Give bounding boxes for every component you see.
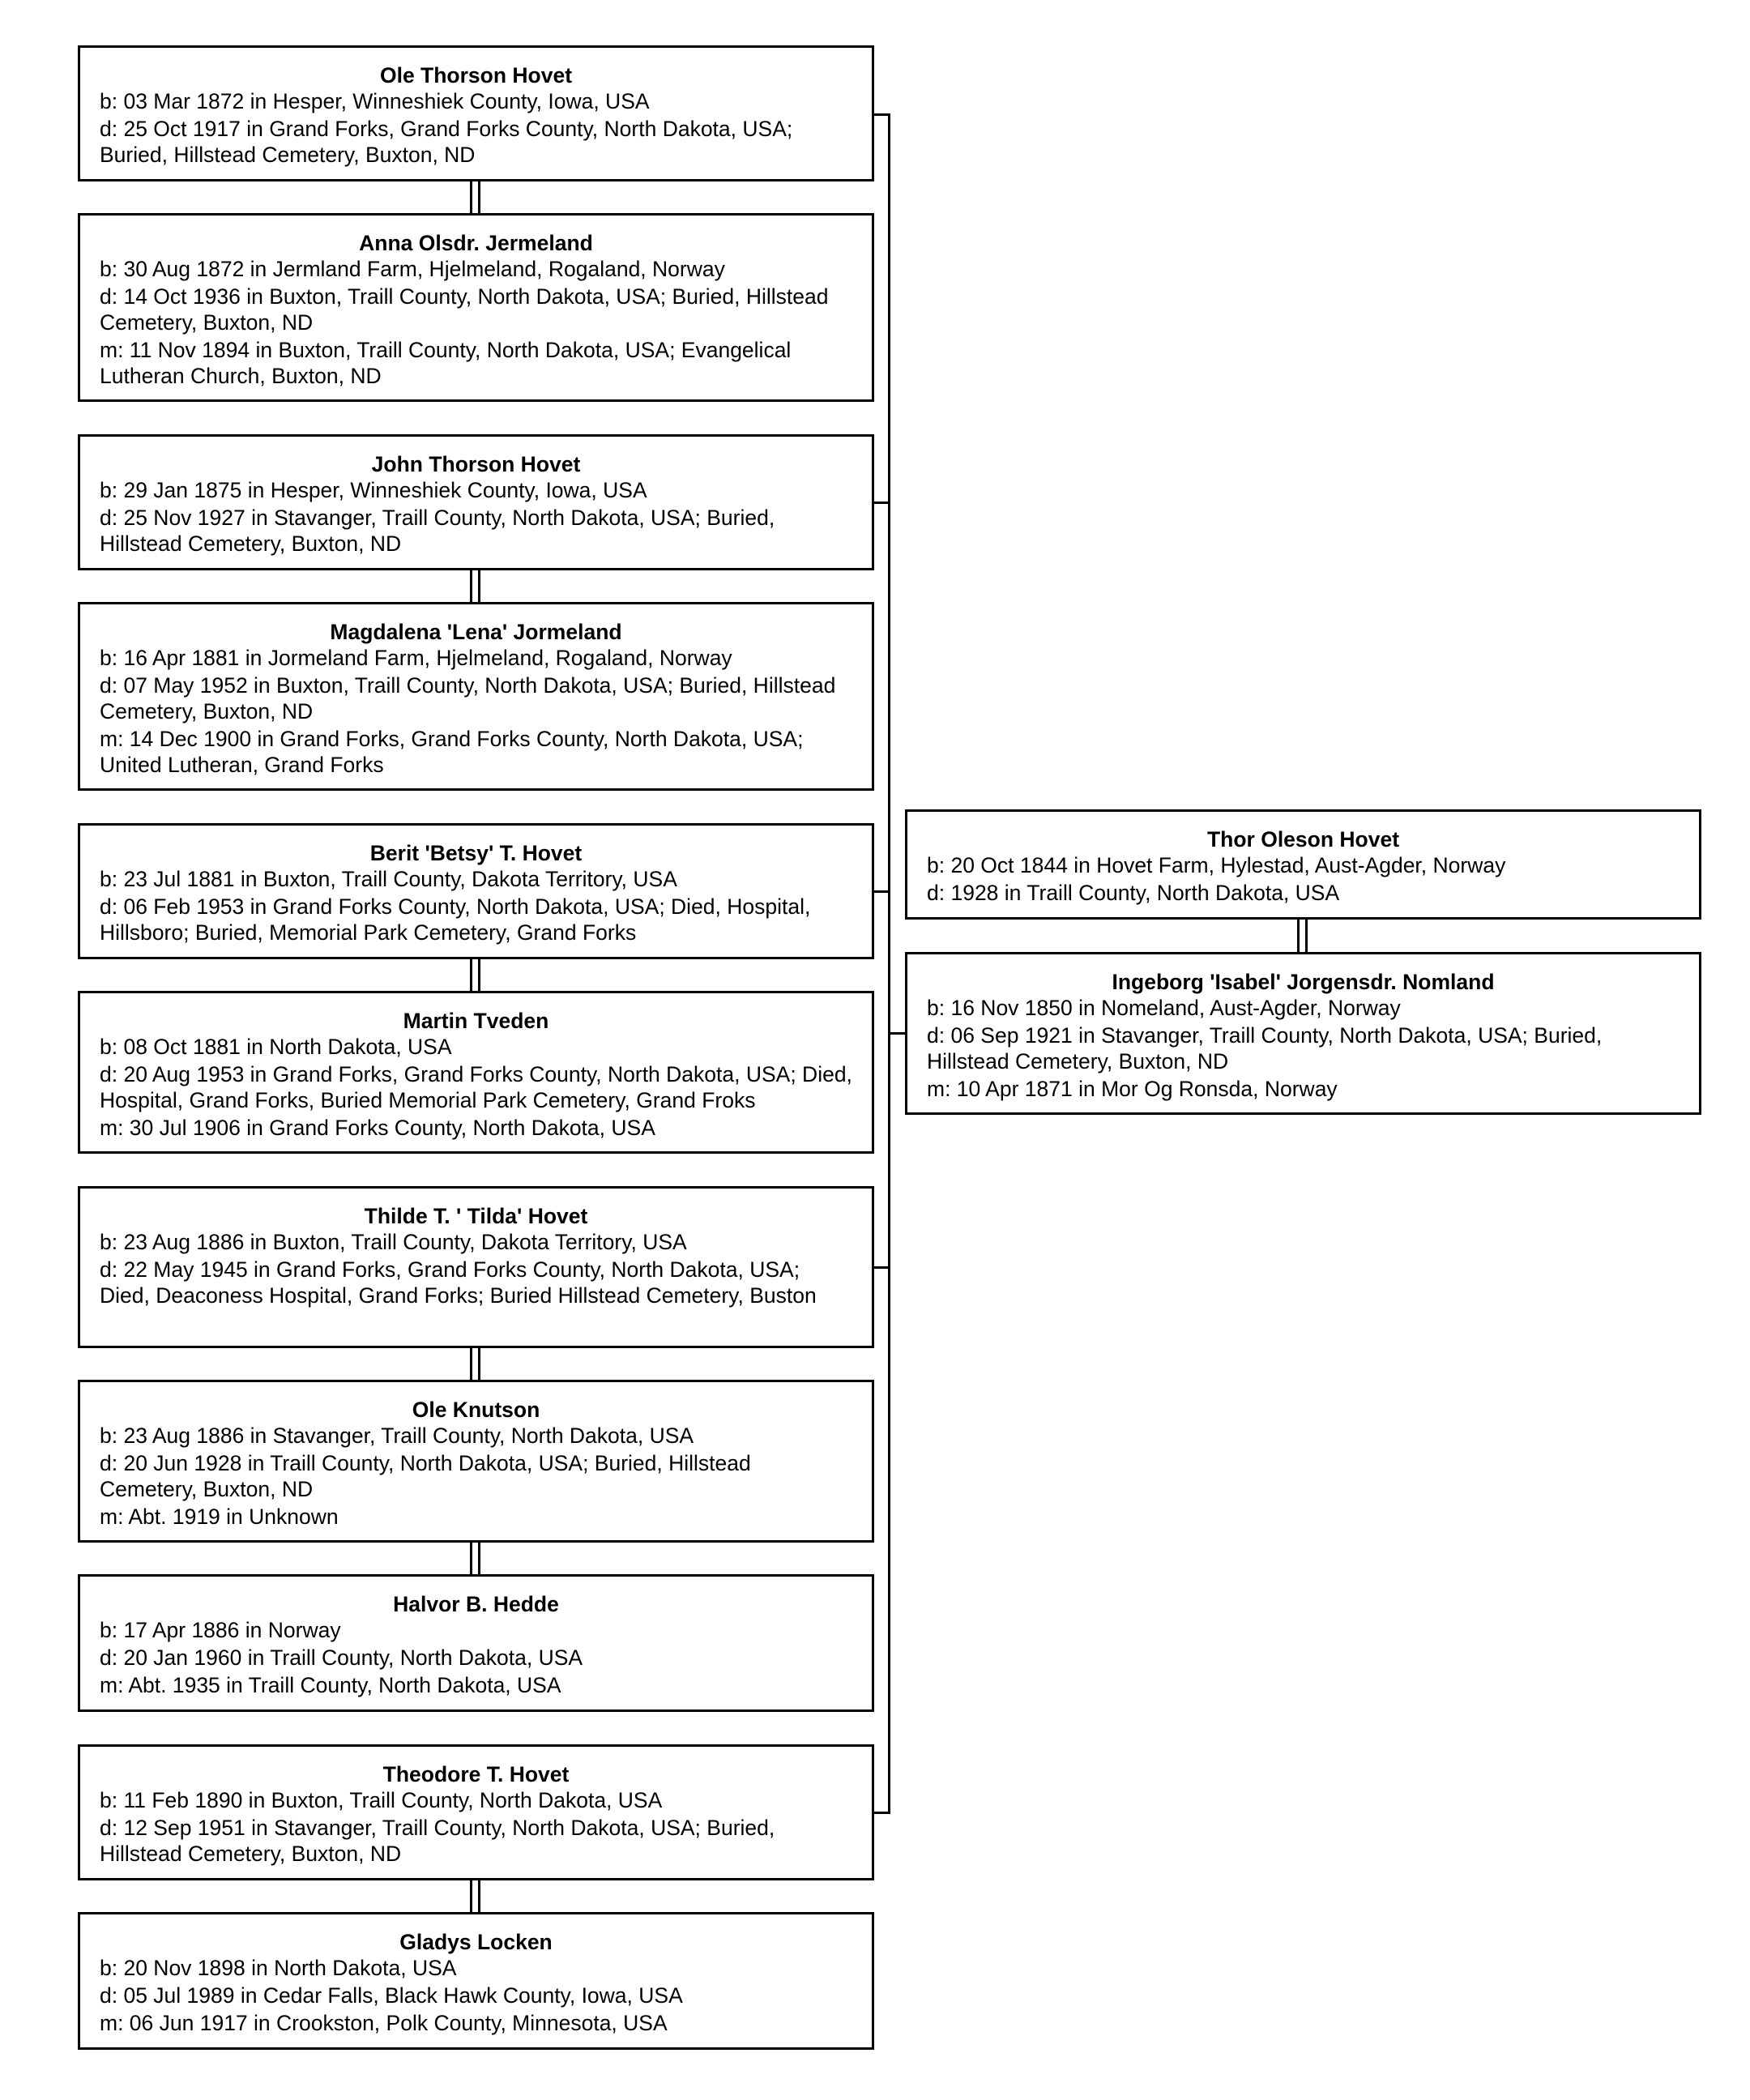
person-box-thilde-hovet[interactable] [78,1186,874,1348]
marriage-connector [1297,920,1300,952]
marriage-connector [470,1543,472,1574]
sibling-bracket-vertical [888,113,890,1813]
spouse-box-anna-jermeland[interactable] [78,213,874,402]
birth-info: b: 23 Aug 1886 in Buxton, Traill County, Dakota Territory, USA [100,1230,687,1254]
marriage-connector [470,181,472,213]
death-info: d: 22 May 1945 in Grand Forks, Grand Forks County, North Dakota, USA; Died, Deaconess Hospital, Grand Forks; Buried Hillstead Cemetery, Buston [100,1257,817,1308]
birth-info: b: 29 Jan 1875 in Hesper, Winneshiek County, Iowa, USA [100,478,647,502]
person-name: Ole Knutson [412,1398,540,1422]
marriage-connector [470,959,472,991]
person-name: Ole Thorson Hovet [379,63,573,88]
person-box-john-thorson-hovet[interactable] [78,434,874,570]
birth-info: b: 20 Oct 1844 in Hovet Farm, Hylestad, Aust-Agder, Norway [927,853,1506,877]
person-box-ole-thorson-hovet[interactable] [78,45,874,181]
death-info: d: 06 Sep 1921 in Stavanger, Traill County, North Dakota, USA; Buried, Hillstead Cemetery, Buxton, ND [927,1023,1603,1073]
person-name: Theodore T. Hovet [382,1762,570,1786]
death-info: d: 25 Oct 1917 in Grand Forks, Grand Forks County, North Dakota, USA; Buried, Hillstead Cemetery, Buxton, ND [100,117,793,167]
marriage-info: m: 11 Nov 1894 in Buxton, Traill County, North Dakota, USA; Evangelical Lutheran Church, Buxton, ND [100,338,792,388]
spouse-box-halvor-hedde[interactable] [78,1574,874,1712]
marriage-info: m: 06 Jun 1917 in Crookston, Polk County, Minnesota, USA [100,2011,668,2035]
marriage-connector [470,570,472,602]
spouse-box-magdalena-jormeland[interactable] [78,602,874,791]
death-info: d: 05 Jul 1989 in Cedar Falls, Black Hawk County, Iowa, USA [100,1983,683,2008]
marriage-info: m: 10 Apr 1871 in Mor Og Ronsda, Norway [927,1077,1338,1101]
person-box-berit-hovet[interactable] [78,823,874,959]
death-info: d: 1928 in Traill County, North Dakota, USA [927,881,1340,905]
death-info: d: 25 Nov 1927 in Stavanger, Traill County, North Dakota, USA; Buried, Hillstead Cemetery, Buxton, ND [100,506,775,556]
death-info: d: 20 Aug 1953 in Grand Forks, Grand Forks County, North Dakota, USA; Died, Hospital, Grand Forks, Buried Memorial Park Cemetery, Grand Froks [100,1062,852,1112]
death-info: d: 14 Oct 1936 in Buxton, Traill County, North Dakota, USA; Buried, Hillstead Cemetery, Buxton, ND [100,284,829,335]
person-name: Berit 'Betsy' T. Hovet [369,841,583,865]
marriage-info: m: Abt. 1935 in Traill County, North Dakota, USA [100,1673,561,1697]
death-info: d: 06 Feb 1953 in Grand Forks County, North Dakota, USA; Died, Hospital, Hillsboro; Buried, Memorial Park Cemetery, Grand Forks [100,894,811,945]
marriage-connector [478,570,480,602]
parent-link [888,1032,905,1035]
death-info: d: 12 Sep 1951 in Stavanger, Traill County, North Dakota, USA; Buried, Hillstead Cemetery, Buxton, ND [100,1816,775,1866]
person-name: Ingeborg 'Isabel' Jorgensdr. Nomland [1112,970,1495,994]
birth-info: b: 20 Nov 1898 in North Dakota, USA [100,1956,457,1980]
marriage-connector [478,1880,480,1912]
marriage-connector [478,1543,480,1574]
parent-box-ingeborg-nomland[interactable] [905,952,1701,1115]
spouse-box-ole-knutson[interactable] [78,1380,874,1543]
spouse-box-gladys-locken[interactable] [78,1912,874,2050]
birth-info: b: 17 Apr 1886 in Norway [100,1618,341,1642]
sibling-branch [874,502,890,504]
person-box-theodore-hovet[interactable] [78,1744,874,1880]
birth-info: b: 16 Nov 1850 in Nomeland, Aust-Agder, Norway [927,996,1401,1020]
person-name: Gladys Locken [399,1930,553,1954]
sibling-branch [874,1266,890,1269]
marriage-info: m: 14 Dec 1900 in Grand Forks, Grand Forks County, North Dakota, USA; United Lutheran, Grand Forks [100,727,804,777]
death-info: d: 20 Jun 1928 in Traill County, North Dakota, USA; Buried, Hillstead Cemetery, Buxton, ND [100,1451,751,1501]
marriage-connector [470,1880,472,1912]
birth-info: b: 23 Aug 1886 in Stavanger, Traill County, North Dakota, USA [100,1423,694,1448]
marriage-connector [478,1348,480,1380]
person-name: Magdalena 'Lena' Jormeland [330,620,622,644]
person-name: Halvor B. Hedde [393,1592,559,1616]
person-name: Anna Olsdr. Jermeland [359,231,593,255]
sibling-branch [874,890,890,893]
birth-info: b: 23 Jul 1881 in Buxton, Traill County, Dakota Territory, USA [100,867,677,891]
sibling-branch [874,1812,890,1814]
person-name: John Thorson Hovet [371,452,581,476]
death-info: d: 07 May 1952 in Buxton, Traill County, North Dakota, USA; Buried, Hillstead Cemetery, Buxton, ND [100,673,836,723]
marriage-info: m: Abt. 1919 in Unknown [100,1505,339,1529]
person-name: Martin Tveden [403,1009,549,1033]
birth-info: b: 30 Aug 1872 in Jermland Farm, Hjelmeland, Rogaland, Norway [100,257,725,281]
sibling-branch [874,113,890,116]
death-info: d: 20 Jan 1960 in Traill County, North Dakota, USA [100,1645,583,1670]
marriage-connector [478,181,480,213]
marriage-info: m: 30 Jul 1906 in Grand Forks County, North Dakota, USA [100,1116,655,1140]
person-name: Thor Oleson Hovet [1206,827,1400,852]
marriage-connector [470,1348,472,1380]
birth-info: b: 11 Feb 1890 in Buxton, Traill County, North Dakota, USA [100,1788,663,1812]
person-name: Thilde T. ' Tilda' Hovet [364,1204,588,1228]
birth-info: b: 03 Mar 1872 in Hesper, Winneshiek County, Iowa, USA [100,89,650,113]
marriage-connector [1305,920,1308,952]
birth-info: b: 16 Apr 1881 in Jormeland Farm, Hjelmeland, Rogaland, Norway [100,646,732,670]
spouse-box-martin-tveden[interactable] [78,991,874,1154]
marriage-connector [478,959,480,991]
parent-box-thor-hovet[interactable] [905,809,1701,920]
birth-info: b: 08 Oct 1881 in North Dakota, USA [100,1035,452,1059]
